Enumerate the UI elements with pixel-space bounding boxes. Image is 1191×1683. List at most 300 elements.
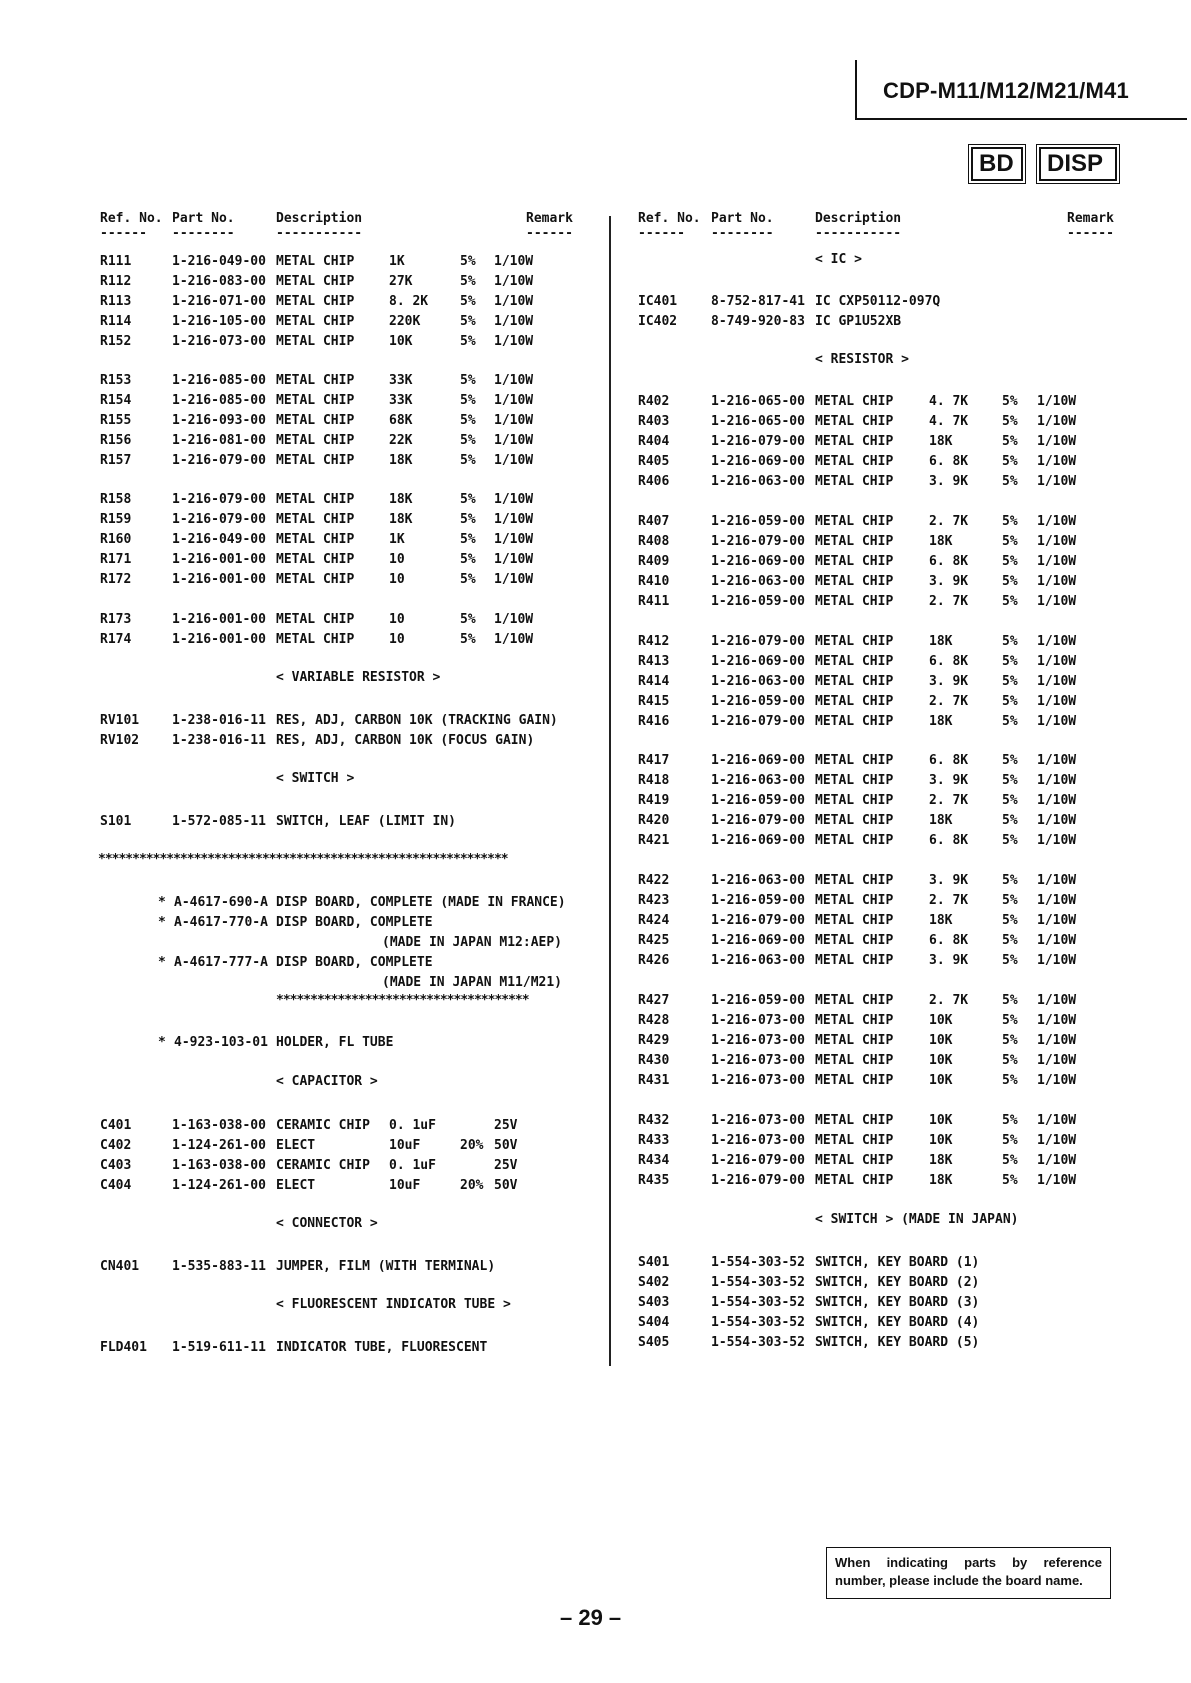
part-no: 1-163-038-00 — [172, 1118, 266, 1133]
dash-part-left: -------- — [172, 226, 235, 241]
ref-no: R171 — [100, 552, 132, 567]
description: METAL CHIP — [276, 314, 355, 329]
description: METAL CHIP — [815, 753, 894, 768]
ref-no: R421 — [638, 833, 670, 848]
table-row — [0, 751, 1191, 771]
table-row — [0, 312, 1191, 332]
part-no: 1-216-079-00 — [172, 512, 266, 527]
section-heading: < RESISTOR > — [815, 352, 909, 367]
table-row — [0, 572, 1191, 592]
rating: 1/10W — [1037, 813, 1077, 828]
reference-note: When indicating parts by reference number, please include the board name. — [826, 1547, 1111, 1599]
dash-remark-left: ------ — [526, 226, 573, 241]
value: 3. 9K — [929, 953, 969, 968]
tolerance: 5% — [1002, 833, 1018, 848]
description: METAL CHIP — [815, 554, 894, 569]
ref-no: S405 — [638, 1335, 670, 1350]
description: SWITCH, KEY BOARD (4) — [815, 1315, 980, 1330]
description: METAL CHIP — [815, 873, 894, 888]
rating: 1/10W — [1037, 1173, 1077, 1188]
value: 10 — [389, 612, 405, 627]
tolerance: 5% — [460, 413, 476, 428]
tolerance: 5% — [460, 532, 476, 547]
tolerance: 20% — [460, 1138, 484, 1153]
tolerance: 5% — [1002, 434, 1018, 449]
table-row — [0, 652, 1191, 672]
tolerance: 5% — [1002, 394, 1018, 409]
value: 2. 7K — [929, 694, 969, 709]
page-number: – 29 – — [560, 1605, 622, 1630]
description: METAL CHIP — [815, 674, 894, 689]
tolerance: 5% — [1002, 674, 1018, 689]
part-no: 1-216-049-00 — [172, 532, 266, 547]
rating: 1/10W — [1037, 1133, 1077, 1148]
rating: 1/10W — [1037, 913, 1077, 928]
description: METAL CHIP — [815, 953, 894, 968]
part-no: 1-216-063-00 — [711, 873, 805, 888]
rating: 1/10W — [494, 532, 534, 547]
table-row — [0, 1333, 1191, 1353]
description: METAL CHIP — [276, 294, 355, 309]
ref-no: R153 — [100, 373, 132, 388]
part-no: 1-216-079-00 — [711, 1153, 805, 1168]
ref-no: R412 — [638, 634, 670, 649]
value: 10K — [929, 1073, 953, 1088]
description: METAL CHIP — [276, 254, 355, 269]
description: METAL CHIP — [815, 434, 894, 449]
value: 10K — [929, 1033, 953, 1048]
value: 6. 8K — [929, 654, 969, 669]
ref-no: R422 — [638, 873, 670, 888]
rating: 1/10W — [1037, 434, 1077, 449]
table-row — [0, 1051, 1191, 1071]
description: METAL CHIP — [276, 373, 355, 388]
tolerance: 5% — [1002, 813, 1018, 828]
value: 3. 9K — [929, 574, 969, 589]
description: HOLDER, FL TUBE — [276, 1035, 394, 1050]
tolerance: 20% — [460, 1178, 484, 1193]
part-no: 1-216-069-00 — [711, 454, 805, 469]
table-row — [0, 371, 1191, 391]
ref-no: R415 — [638, 694, 670, 709]
tolerance: 5% — [1002, 1113, 1018, 1128]
rating: 1/10W — [1037, 933, 1077, 948]
description: METAL CHIP — [276, 334, 355, 349]
rating: 1/10W — [1037, 634, 1077, 649]
value: 22K — [389, 433, 413, 448]
description: JUMPER, FILM (WITH TERMINAL) — [276, 1259, 496, 1274]
tolerance: 5% — [1002, 893, 1018, 908]
description: METAL CHIP — [815, 913, 894, 928]
table-row — [0, 791, 1191, 811]
ref-no: R174 — [100, 632, 132, 647]
rating: 1/10W — [1037, 454, 1077, 469]
description: SWITCH, KEY BOARD (5) — [815, 1335, 980, 1350]
part-no: 1-216-069-00 — [711, 933, 805, 948]
value: 27K — [389, 274, 413, 289]
part-no: 1-216-073-00 — [711, 1073, 805, 1088]
part-no: A-4617-777-A — [174, 955, 268, 970]
tolerance: 5% — [460, 572, 476, 587]
value: 10uF — [389, 1178, 421, 1193]
rating: 50V — [494, 1178, 518, 1193]
rating: 1/10W — [1037, 574, 1077, 589]
part-no: 1-216-069-00 — [711, 554, 805, 569]
description: METAL CHIP — [276, 433, 355, 448]
tolerance: 5% — [1002, 574, 1018, 589]
description: METAL CHIP — [815, 634, 894, 649]
tolerance: 5% — [460, 552, 476, 567]
table-row — [0, 973, 1191, 993]
description: METAL CHIP — [815, 454, 894, 469]
part-no: 1-216-059-00 — [711, 993, 805, 1008]
description: METAL CHIP — [815, 1033, 894, 1048]
ref-no: R403 — [638, 414, 670, 429]
rating: 1/10W — [494, 314, 534, 329]
ref-no: S401 — [638, 1255, 670, 1270]
tolerance: 5% — [1002, 1153, 1018, 1168]
description-continued: (MADE IN JAPAN M12:AEP) — [382, 935, 563, 950]
rating: 1/10W — [1037, 594, 1077, 609]
tolerance: 5% — [1002, 913, 1018, 928]
star-mark: * — [158, 955, 166, 970]
part-no: 8-752-817-41 — [711, 294, 805, 309]
rating: 1/10W — [1037, 753, 1077, 768]
ref-no: R111 — [100, 254, 132, 269]
rating: 25V — [494, 1118, 518, 1133]
value: 33K — [389, 393, 413, 408]
star-mark: * — [158, 915, 166, 930]
ref-no: R113 — [100, 294, 132, 309]
ref-no: CN401 — [100, 1259, 140, 1274]
ref-no: R112 — [100, 274, 132, 289]
value: 10 — [389, 632, 405, 647]
rating: 1/10W — [1037, 474, 1077, 489]
value: 10 — [389, 552, 405, 567]
value: 0. 1uF — [389, 1118, 436, 1133]
tolerance: 5% — [460, 612, 476, 627]
section-heading: < FLUORESCENT INDICATOR TUBE > — [276, 1297, 511, 1312]
part-no: 1-554-303-52 — [711, 1295, 805, 1310]
ref-no: R425 — [638, 933, 670, 948]
part-no: 1-216-083-00 — [172, 274, 266, 289]
table-row — [0, 991, 1191, 1011]
value: 18K — [929, 634, 953, 649]
rating: 1/10W — [494, 334, 534, 349]
tolerance: 5% — [1002, 1033, 1018, 1048]
rating: 1/10W — [1037, 654, 1077, 669]
description: METAL CHIP — [276, 552, 355, 567]
value: 10K — [929, 1013, 953, 1028]
value: 18K — [929, 813, 953, 828]
dash-ref-right: ------ — [638, 226, 685, 241]
rating: 1/10W — [1037, 394, 1077, 409]
ref-no: IC402 — [638, 314, 678, 329]
part-no: 1-216-079-00 — [711, 1173, 805, 1188]
tolerance: 5% — [1002, 534, 1018, 549]
ref-no: R405 — [638, 454, 670, 469]
rating: 1/10W — [1037, 534, 1077, 549]
value: 10K — [929, 1133, 953, 1148]
tolerance: 5% — [460, 453, 476, 468]
value: 8. 2K — [389, 294, 429, 309]
part-no: 1-216-073-00 — [711, 1133, 805, 1148]
header-part-left: Part No. — [172, 211, 235, 226]
value: 6. 8K — [929, 833, 969, 848]
tolerance: 5% — [460, 632, 476, 647]
part-no: 1-216-105-00 — [172, 314, 266, 329]
part-no: 1-216-049-00 — [172, 254, 266, 269]
rating: 1/10W — [1037, 833, 1077, 848]
description: METAL CHIP — [815, 773, 894, 788]
ref-no: R416 — [638, 714, 670, 729]
description: DISP BOARD, COMPLETE — [276, 915, 433, 930]
rating: 1/10W — [494, 413, 534, 428]
value: 18K — [929, 714, 953, 729]
table-row — [0, 1031, 1191, 1051]
description: METAL CHIP — [815, 1153, 894, 1168]
tolerance: 5% — [460, 512, 476, 527]
part-no: 1-216-079-00 — [711, 634, 805, 649]
value: 6. 8K — [929, 753, 969, 768]
rating: 1/10W — [494, 453, 534, 468]
value: 10K — [929, 1053, 953, 1068]
rating: 1/10W — [1037, 993, 1077, 1008]
star-mark: * — [158, 895, 166, 910]
model-header — [855, 60, 1187, 120]
ref-no: R432 — [638, 1113, 670, 1128]
header-desc-left: Description — [276, 211, 363, 226]
value: 3. 9K — [929, 474, 969, 489]
table-row — [0, 931, 1191, 951]
tolerance: 5% — [1002, 953, 1018, 968]
section-heading: < VARIABLE RESISTOR > — [276, 670, 441, 685]
ref-no: R410 — [638, 574, 670, 589]
part-no: 1-216-073-00 — [711, 1033, 805, 1048]
part-no: 1-519-611-11 — [172, 1340, 266, 1355]
part-no: 1-216-079-00 — [711, 534, 805, 549]
table-row — [0, 592, 1191, 612]
description: METAL CHIP — [276, 453, 355, 468]
description: DISP BOARD, COMPLETE (MADE IN FRANCE) — [276, 895, 566, 910]
description: METAL CHIP — [276, 274, 355, 289]
table-row — [0, 731, 1191, 751]
ref-no: R429 — [638, 1033, 670, 1048]
ref-no: C402 — [100, 1138, 132, 1153]
section-heading: < CONNECTOR > — [276, 1216, 378, 1231]
tolerance: 5% — [1002, 1073, 1018, 1088]
ref-no: R160 — [100, 532, 132, 547]
table-row — [0, 951, 1191, 971]
description: METAL CHIP — [276, 393, 355, 408]
section-heading: < CAPACITOR > — [276, 1074, 378, 1089]
tolerance: 5% — [1002, 554, 1018, 569]
value: 18K — [929, 913, 953, 928]
table-row — [0, 911, 1191, 931]
tolerance: 5% — [460, 492, 476, 507]
separator-stars: ************************************************************ — [98, 852, 508, 867]
value: 2. 7K — [929, 893, 969, 908]
part-no: 1-216-079-00 — [711, 434, 805, 449]
description: METAL CHIP — [815, 1113, 894, 1128]
description: METAL CHIP — [276, 492, 355, 507]
rating: 1/10W — [494, 552, 534, 567]
table-row — [0, 771, 1191, 791]
ref-no: C404 — [100, 1178, 132, 1193]
table-row — [0, 1151, 1191, 1171]
ref-no: R159 — [100, 512, 132, 527]
part-no: 1-216-073-00 — [711, 1053, 805, 1068]
part-no: 1-124-261-00 — [172, 1138, 266, 1153]
tolerance: 5% — [1002, 654, 1018, 669]
part-no: 8-749-920-83 — [711, 314, 805, 329]
table-row — [0, 292, 1191, 312]
rating: 1/10W — [1037, 514, 1077, 529]
ref-no: S101 — [100, 814, 132, 829]
ref-no: R114 — [100, 314, 132, 329]
description: METAL CHIP — [276, 512, 355, 527]
ref-no: R173 — [100, 612, 132, 627]
description: METAL CHIP — [276, 612, 355, 627]
table-row — [0, 272, 1191, 292]
part-no: 1-216-065-00 — [711, 414, 805, 429]
part-no: 1-216-085-00 — [172, 373, 266, 388]
description: SWITCH, KEY BOARD (2) — [815, 1275, 980, 1290]
description: METAL CHIP — [276, 532, 355, 547]
part-no: A-4617-770-A — [174, 915, 268, 930]
part-no: 1-216-071-00 — [172, 294, 266, 309]
description: SWITCH, LEAF (LIMIT IN) — [276, 814, 457, 829]
table-row — [0, 672, 1191, 692]
ref-no: S404 — [638, 1315, 670, 1330]
tolerance: 5% — [1002, 1053, 1018, 1068]
ref-no: S402 — [638, 1275, 670, 1290]
ref-no: R420 — [638, 813, 670, 828]
rating: 1/10W — [1037, 414, 1077, 429]
star-mark: * — [158, 1035, 166, 1050]
part-no: 1-216-063-00 — [711, 574, 805, 589]
rating: 1/10W — [1037, 953, 1077, 968]
table-row — [0, 632, 1191, 652]
table-row — [0, 891, 1191, 911]
value: 3. 9K — [929, 674, 969, 689]
value: 10uF — [389, 1138, 421, 1153]
rating: 1/10W — [1037, 893, 1077, 908]
rating: 1/10W — [1037, 1153, 1077, 1168]
dash-ref-left: ------ — [100, 226, 147, 241]
ref-no: R411 — [638, 594, 670, 609]
ref-no: R157 — [100, 453, 132, 468]
value: 18K — [929, 534, 953, 549]
part-no: 1-216-069-00 — [711, 654, 805, 669]
value: 2. 7K — [929, 793, 969, 808]
part-no: 1-216-001-00 — [172, 632, 266, 647]
ref-no: R404 — [638, 434, 670, 449]
header-remark-right: Remark — [1067, 211, 1114, 226]
board-label-disp: DISP — [1039, 147, 1117, 181]
description: ELECT — [276, 1138, 316, 1153]
description: ELECT — [276, 1178, 316, 1193]
part-no: 1-216-059-00 — [711, 594, 805, 609]
board-label-bd: BD — [971, 147, 1023, 181]
table-row — [0, 811, 1191, 831]
part-no: 4-923-103-01 — [174, 1035, 268, 1050]
part-no: 1-216-085-00 — [172, 393, 266, 408]
value: 1K — [389, 254, 405, 269]
description: METAL CHIP — [815, 514, 894, 529]
part-no: 1-216-059-00 — [711, 893, 805, 908]
value: 10K — [389, 334, 413, 349]
section-heading: < SWITCH > — [276, 771, 355, 786]
value: 3. 9K — [929, 873, 969, 888]
value: 6. 8K — [929, 454, 969, 469]
part-no: 1-216-063-00 — [711, 953, 805, 968]
tolerance: 5% — [1002, 993, 1018, 1008]
tolerance: 5% — [1002, 414, 1018, 429]
description: METAL CHIP — [815, 1053, 894, 1068]
ref-no: R433 — [638, 1133, 670, 1148]
tolerance: 5% — [1002, 1173, 1018, 1188]
ref-no: RV102 — [100, 733, 140, 748]
part-no: 1-216-001-00 — [172, 612, 266, 627]
part-no: 1-216-001-00 — [172, 552, 266, 567]
value: 18K — [929, 1153, 953, 1168]
ref-no: R406 — [638, 474, 670, 489]
header-remark-left: Remark — [526, 211, 573, 226]
table-row — [0, 831, 1191, 851]
rating: 1/10W — [1037, 1053, 1077, 1068]
part-no: 1-216-065-00 — [711, 394, 805, 409]
part-no: 1-554-303-52 — [711, 1335, 805, 1350]
ref-no: FLD401 — [100, 1340, 147, 1355]
rating: 1/10W — [494, 373, 534, 388]
value: 4. 7K — [929, 394, 969, 409]
tolerance: 5% — [460, 334, 476, 349]
part-no: A-4617-690-A — [174, 895, 268, 910]
part-no: 1-216-079-00 — [711, 913, 805, 928]
description: CERAMIC CHIP — [276, 1158, 370, 1173]
tolerance: 5% — [1002, 634, 1018, 649]
description: CERAMIC CHIP — [276, 1118, 370, 1133]
value: 3. 9K — [929, 773, 969, 788]
part-no: 1-238-016-11 — [172, 713, 266, 728]
part-no: 1-216-079-00 — [172, 453, 266, 468]
description: METAL CHIP — [815, 893, 894, 908]
part-no: 1-216-073-00 — [711, 1013, 805, 1028]
tolerance: 5% — [460, 254, 476, 269]
ref-no: R158 — [100, 492, 132, 507]
table-row — [0, 1313, 1191, 1333]
tolerance: 5% — [1002, 474, 1018, 489]
ref-no: R430 — [638, 1053, 670, 1068]
value: 18K — [929, 1173, 953, 1188]
ref-no: R172 — [100, 572, 132, 587]
description: METAL CHIP — [276, 572, 355, 587]
ref-no: R156 — [100, 433, 132, 448]
rating: 1/10W — [1037, 873, 1077, 888]
description: METAL CHIP — [815, 813, 894, 828]
rating: 50V — [494, 1138, 518, 1153]
value: 18K — [389, 453, 413, 468]
description: METAL CHIP — [815, 793, 894, 808]
part-no: 1-216-079-00 — [711, 813, 805, 828]
part-no: 1-216-059-00 — [711, 514, 805, 529]
part-no: 1-163-038-00 — [172, 1158, 266, 1173]
value: 1K — [389, 532, 405, 547]
table-row — [0, 712, 1191, 732]
description: METAL CHIP — [815, 1073, 894, 1088]
description: IC GP1U52XB — [815, 314, 902, 329]
